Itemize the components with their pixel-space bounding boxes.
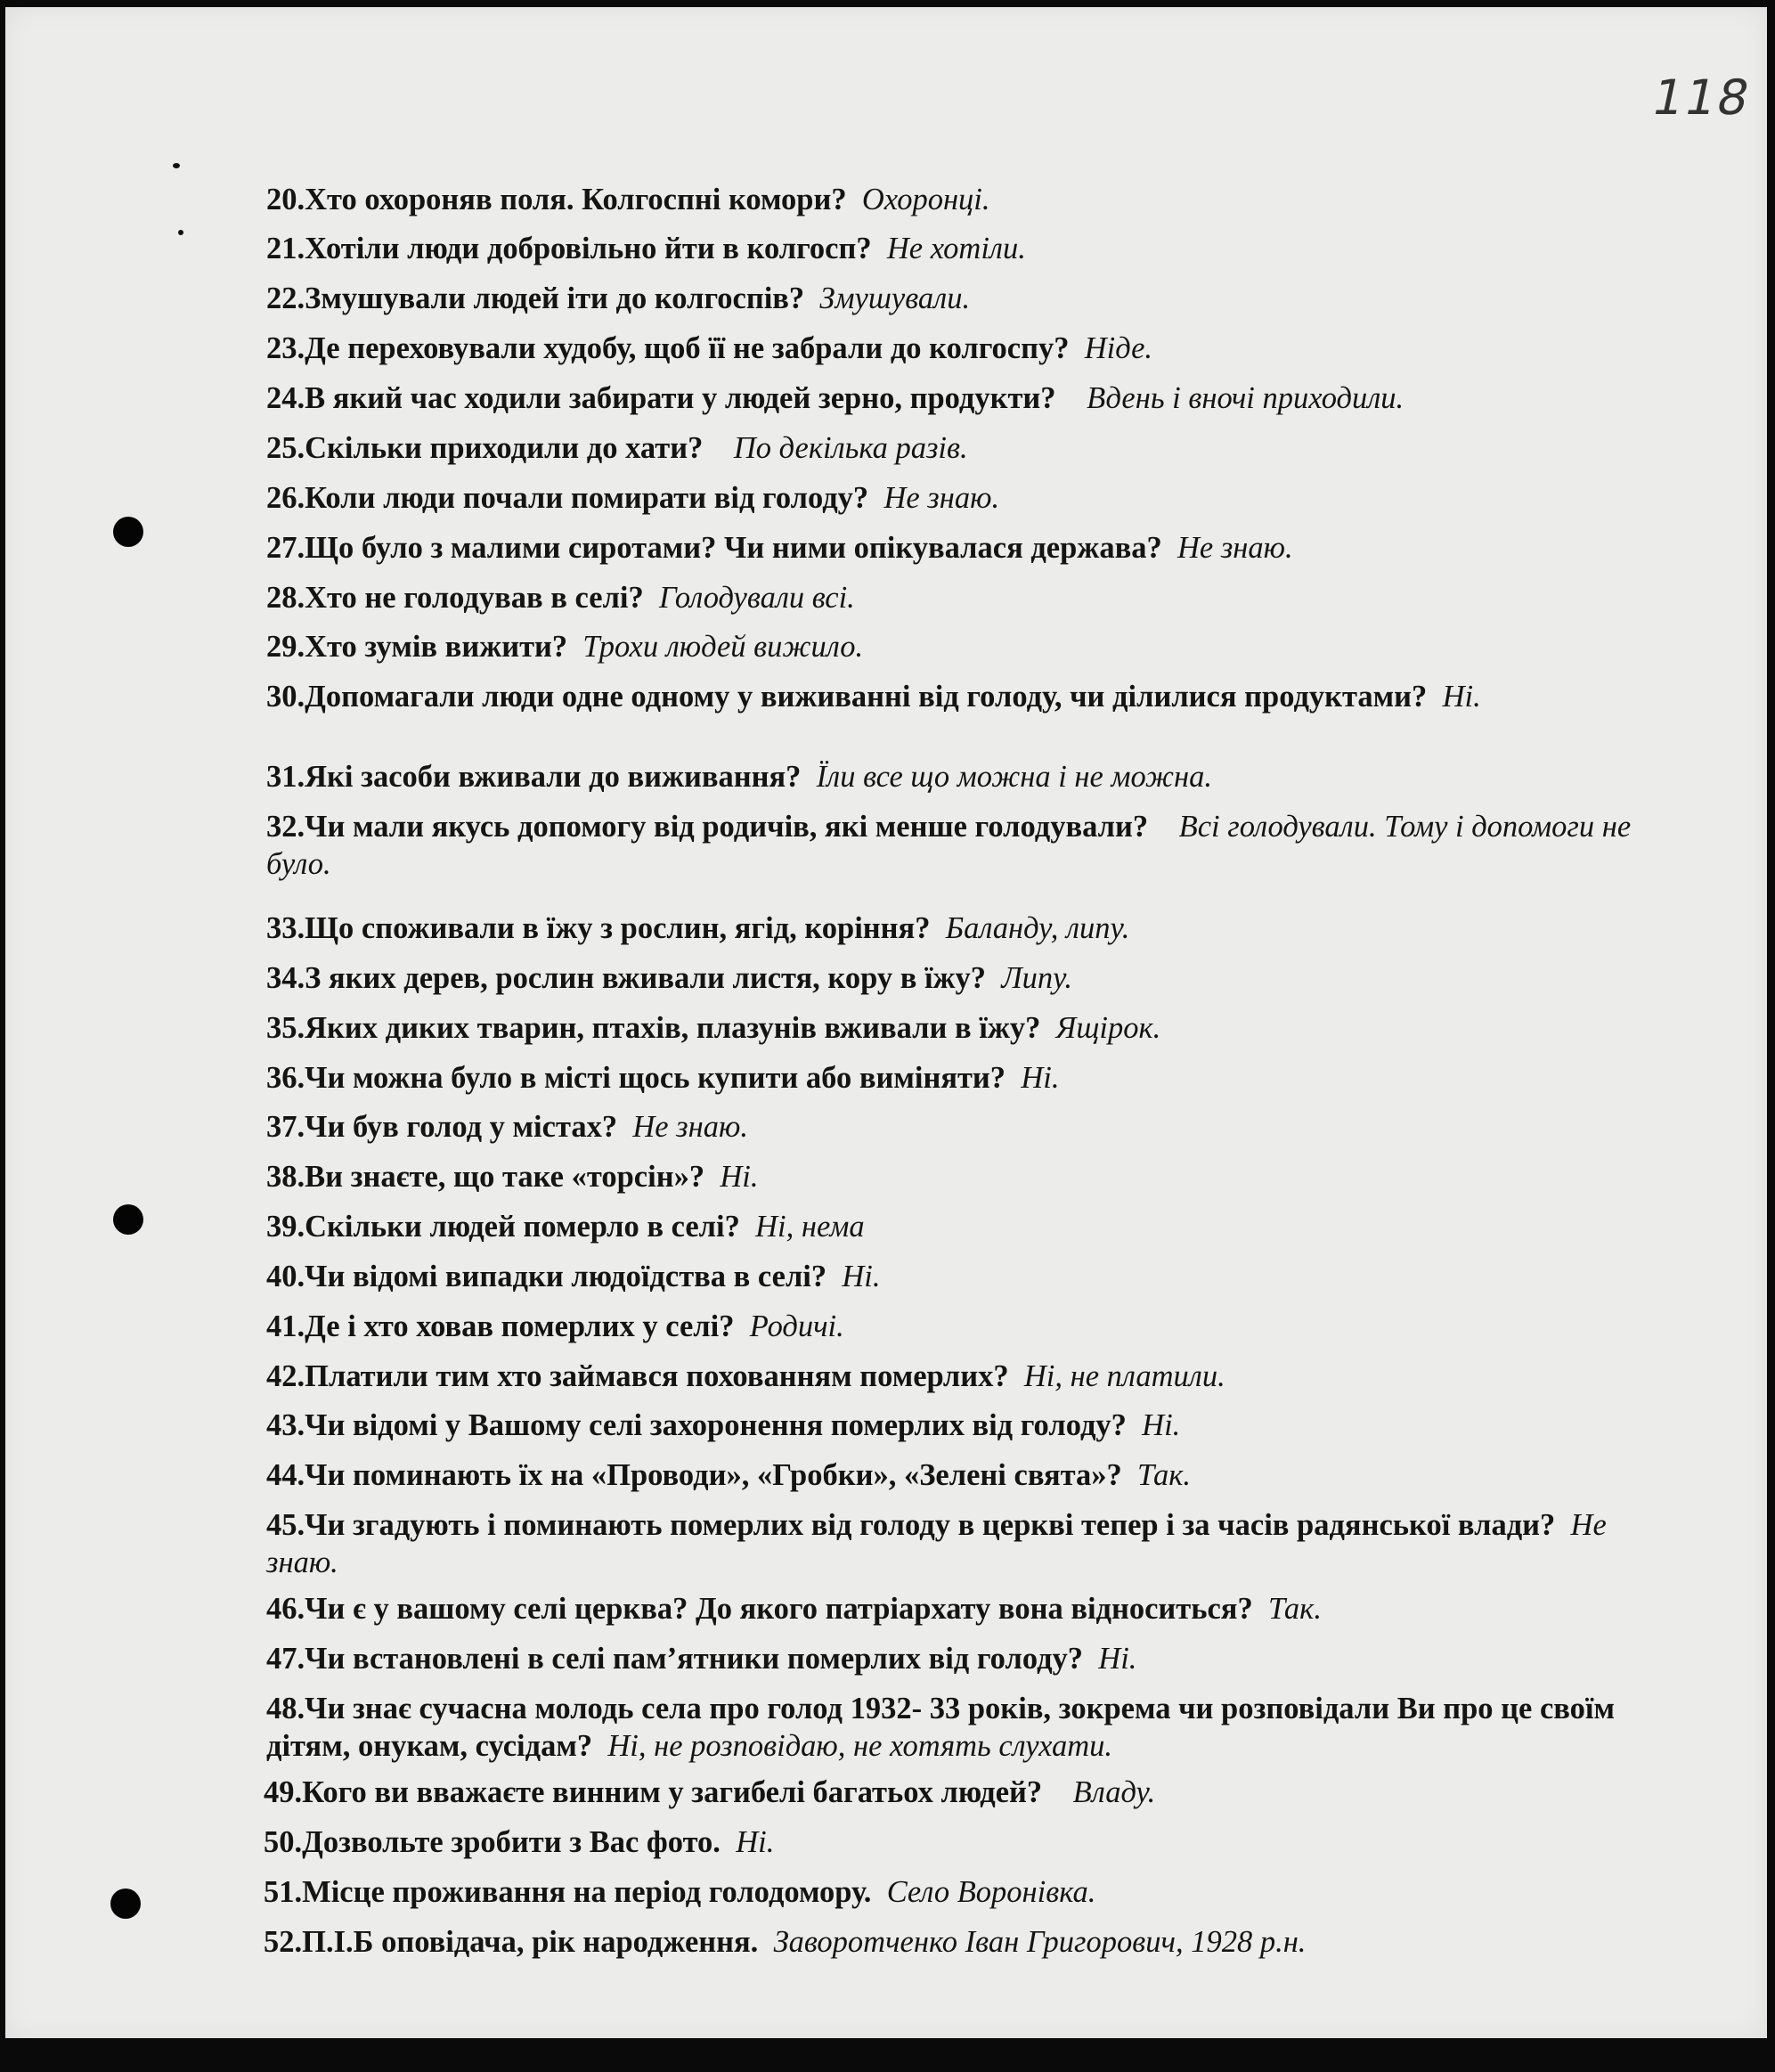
- question-text: [264, 1825, 721, 1859]
- question-number: 51.: [264, 1875, 303, 1909]
- question-label: Чи відомі випадки людоїдства в селі?: [305, 1260, 827, 1293]
- questionnaire-item: [266, 808, 1647, 883]
- answer-text: Ні.: [1442, 680, 1481, 714]
- questionnaire-item: [266, 678, 1647, 715]
- questionnaire-item: [266, 1258, 1647, 1295]
- answer-text: Всі голодували. Тому і допомоги не було.: [266, 810, 1632, 881]
- answer-text: Не хотіли.: [886, 232, 1026, 265]
- answer-text: Ні.: [1098, 1642, 1137, 1676]
- questionnaire-item: [266, 910, 1647, 947]
- question-label: Де переховували худобу, щоб її не забрали до колгоспу?: [305, 331, 1070, 365]
- question-text: [266, 760, 801, 794]
- question-label: Хто зумів вижити?: [305, 630, 568, 664]
- questionnaire-item: [266, 1640, 1647, 1677]
- questionnaire-item: [266, 1506, 1647, 1581]
- questionnaire-item: [266, 379, 1647, 417]
- question-label: Чи відомі у Вашому селі захоронення померлих від голоду?: [305, 1408, 1127, 1442]
- answer-text: Трохи людей вижило.: [582, 630, 864, 664]
- answer-text: Голодували всі.: [659, 581, 855, 615]
- question-label: Хто охороняв поля. Колгоспні комори?: [305, 183, 847, 216]
- answer-text: Ніде.: [1084, 331, 1153, 365]
- questionnaire-item: [266, 579, 1647, 616]
- question-number: 45.: [266, 1508, 305, 1542]
- question-text: [266, 1210, 740, 1244]
- question-text: [266, 1160, 704, 1194]
- scan-mark: [178, 230, 183, 235]
- answer-text: Не знаю.: [883, 481, 1000, 515]
- question-text: [266, 1011, 1040, 1045]
- questionnaire-item: [266, 280, 1647, 317]
- question-number: 34.: [266, 961, 305, 995]
- questionnaire-item: [266, 628, 1647, 665]
- question-number: 27.: [266, 531, 305, 565]
- answer-text: Родичі.: [749, 1309, 844, 1343]
- question-text: [266, 381, 1056, 415]
- questionnaire-item: [266, 758, 1647, 795]
- questionnaire-item: [266, 429, 1647, 467]
- questionnaire-item: [266, 1407, 1647, 1444]
- answer-text: Баланду, липу.: [945, 911, 1130, 945]
- answer-text: Ні.: [720, 1160, 759, 1194]
- answer-text: По декілька разів.: [733, 431, 968, 465]
- question-number: 25.: [266, 431, 305, 465]
- answer-text: Змушували.: [819, 281, 971, 315]
- question-number: 48.: [266, 1692, 305, 1725]
- question-label: Скільки приходили до хати?: [305, 431, 704, 465]
- questionnaire-item: [264, 1923, 1644, 1961]
- question-text: [266, 1110, 617, 1144]
- question-number: 37.: [266, 1110, 305, 1144]
- answer-text: Не знаю.: [266, 1508, 1607, 1579]
- question-label: Чи мали якусь допомогу від родичів, які менше голодували?: [305, 810, 1149, 844]
- questionnaire-item: [266, 1009, 1647, 1047]
- answer-text: Вдень і вночі приходили.: [1087, 381, 1405, 415]
- question-number: 41.: [266, 1309, 305, 1343]
- question-number: 35.: [266, 1011, 305, 1045]
- question-text: [266, 281, 804, 315]
- document-page: [5, 7, 1767, 2038]
- punch-hole-icon: [113, 1204, 143, 1235]
- question-text: [266, 232, 872, 265]
- questionnaire-item: [266, 1158, 1647, 1195]
- question-text: [266, 1592, 1253, 1626]
- question-text: [266, 331, 1069, 365]
- questionnaire-item: [266, 529, 1647, 567]
- question-text: [266, 1359, 1009, 1393]
- question-number: 26.: [266, 481, 305, 515]
- question-number: 23.: [266, 331, 305, 365]
- answer-text: Владу.: [1072, 1775, 1156, 1809]
- answer-text: Так.: [1267, 1592, 1322, 1626]
- question-label: Ви знаєте, що таке «торсін»?: [305, 1160, 705, 1194]
- question-number: 49.: [264, 1775, 303, 1809]
- question-label: Кого ви вважаєте винним у загибелі багатьох людей?: [302, 1775, 1043, 1809]
- answer-text: Липу.: [1001, 961, 1072, 995]
- question-number: 24.: [266, 381, 305, 415]
- question-label: Коли люди почали помирати від голоду?: [305, 481, 869, 515]
- question-number: 47.: [266, 1642, 305, 1676]
- question-number: 43.: [266, 1408, 305, 1442]
- question-number: 20.: [266, 183, 305, 216]
- questionnaire-item: [266, 330, 1647, 367]
- question-text: [266, 630, 567, 664]
- question-label: Чи можна було в місті щось купити або виміняти?: [305, 1061, 1006, 1095]
- question-text: [266, 481, 868, 515]
- answer-text: Так.: [1137, 1458, 1191, 1492]
- question-label: П.І.Б оповідача, рік народження.: [302, 1925, 759, 1959]
- question-number: 44.: [266, 1458, 305, 1492]
- question-number: 32.: [266, 810, 305, 844]
- question-label: Змушували людей іти до колгоспів?: [305, 281, 805, 315]
- answer-text: Село Воронівка.: [886, 1875, 1096, 1909]
- question-text: [266, 1508, 1555, 1542]
- answer-text: Ні.: [842, 1260, 881, 1293]
- answer-text: Охоронці.: [861, 183, 990, 216]
- question-number: 39.: [266, 1210, 305, 1244]
- scan-mark: [173, 163, 180, 168]
- question-text: [266, 911, 930, 945]
- answer-text: Не знаю.: [1177, 531, 1293, 565]
- question-label: Місце проживання на період голодомору.: [302, 1875, 872, 1909]
- question-text: [266, 581, 644, 615]
- question-text: [266, 1061, 1006, 1095]
- question-label: Чи є у вашому селі церква? До якого патріархату вона відноситься?: [305, 1592, 1253, 1626]
- question-text: [264, 1925, 758, 1959]
- questionnaire-item: [266, 1059, 1647, 1097]
- question-label: В який час ходили забирати у людей зерно, продукти?: [305, 381, 1056, 415]
- answer-text: Не знаю.: [632, 1110, 748, 1144]
- question-label: Хто не голодував в селі?: [305, 581, 644, 615]
- questionnaire-item: [264, 1774, 1644, 1811]
- question-number: 33.: [266, 911, 305, 945]
- questionnaire-item: [266, 1108, 1647, 1146]
- question-number: 28.: [266, 581, 305, 615]
- question-label: Скільки людей померло в селі?: [305, 1210, 740, 1244]
- handwritten-page-number: 118: [1647, 69, 1756, 126]
- questionnaire-item: [266, 1690, 1647, 1765]
- question-text: [266, 961, 986, 995]
- question-number: 21.: [266, 232, 305, 265]
- question-text: [266, 1260, 826, 1293]
- question-text: [266, 1642, 1083, 1676]
- question-label: Які засоби вживали до виживання?: [305, 760, 802, 794]
- question-label: Чи згадують і поминають померлих від голоду в церкві тепер і за часів радянської влади?: [305, 1508, 1556, 1542]
- question-number: 38.: [266, 1160, 305, 1194]
- question-number: 40.: [266, 1260, 305, 1293]
- answer-text: Ні.: [736, 1825, 775, 1859]
- answer-text: Ні, не платили.: [1023, 1359, 1225, 1393]
- question-number: 36.: [266, 1061, 305, 1095]
- question-text: [266, 1408, 1127, 1442]
- question-number: 31.: [266, 760, 305, 794]
- questionnaire-item: [264, 1873, 1644, 1911]
- answer-text: Заворотченко Іван Григорович, 1928 р.н.: [773, 1925, 1307, 1959]
- questionnaire-item: [266, 479, 1647, 517]
- question-label: Дозвольте зробити з Вас фото.: [302, 1825, 721, 1859]
- questionnaire-item: [266, 181, 1647, 218]
- question-number: 30.: [266, 680, 305, 714]
- question-text: [266, 431, 703, 465]
- punch-hole-icon: [110, 1888, 141, 1919]
- question-label: Платили тим хто займався похованням померлих?: [305, 1359, 1009, 1393]
- answer-text: Ні.: [1142, 1408, 1181, 1442]
- question-label: Де і хто ховав померлих у селі?: [305, 1309, 735, 1343]
- question-number: 22.: [266, 281, 305, 315]
- question-text: [266, 531, 1162, 565]
- question-text: [266, 680, 1427, 714]
- question-label: Чи поминають їх на «Проводи», «Гробки», «Зелені свята»?: [305, 1458, 1122, 1492]
- answer-text: Ні.: [1021, 1061, 1060, 1095]
- question-number: 29.: [266, 630, 305, 664]
- answer-text: Ящірок.: [1055, 1011, 1161, 1045]
- questionnaire-item: [266, 1358, 1647, 1395]
- questionnaire-item: [266, 230, 1647, 267]
- questionnaire-item: [264, 1823, 1644, 1861]
- answer-text: Їли все що можна і не можна.: [816, 760, 1212, 794]
- question-text: [266, 1458, 1122, 1492]
- question-label: Чи був голод у містах?: [305, 1110, 618, 1144]
- question-text: [266, 1309, 735, 1343]
- questionnaire-item: [266, 959, 1647, 997]
- question-number: 46.: [266, 1592, 305, 1626]
- answer-text: Ні, нема: [755, 1210, 865, 1244]
- question-label: Хотіли люди добровільно йти в колгосп?: [305, 232, 872, 265]
- question-label: Чи встановлені в селі пам’ятники померлих від голоду?: [305, 1642, 1084, 1676]
- questionnaire-item: [266, 1308, 1647, 1345]
- questionnaire-item: [266, 1590, 1647, 1627]
- question-label: Що було з малими сиротами? Чи ними опікувалася держава?: [305, 531, 1162, 565]
- questionnaire-item: [266, 1456, 1647, 1494]
- question-label: Допомагали люди одне одному у виживанні від голоду, чи ділилися продуктами?: [305, 680, 1428, 714]
- answer-text: Ні, не розповідаю, не хотять слухати.: [607, 1729, 1113, 1763]
- question-text: [264, 1775, 1042, 1809]
- question-label: Яких диких тварин, птахів, плазунів вживали в їжу?: [305, 1011, 1041, 1045]
- question-text: [264, 1875, 871, 1909]
- question-label: З яких дерев, рослин вживали листя, кору в їжу?: [305, 961, 987, 995]
- question-text: [266, 810, 1148, 844]
- question-label: Чи знає сучасна молодь села про голод 1932- 33 років, зокрема чи розповідали Ви про це своїм дітям, онукам, сусідам?: [266, 1692, 1616, 1763]
- question-label: Що споживали в їжу з рослин, ягід, коріння?: [305, 911, 931, 945]
- question-number: 50.: [264, 1825, 303, 1859]
- punch-hole-icon: [113, 517, 143, 547]
- question-number: 42.: [266, 1359, 305, 1393]
- question-number: 52.: [264, 1925, 303, 1959]
- questionnaire-item: [266, 1208, 1647, 1245]
- question-text: [266, 183, 847, 216]
